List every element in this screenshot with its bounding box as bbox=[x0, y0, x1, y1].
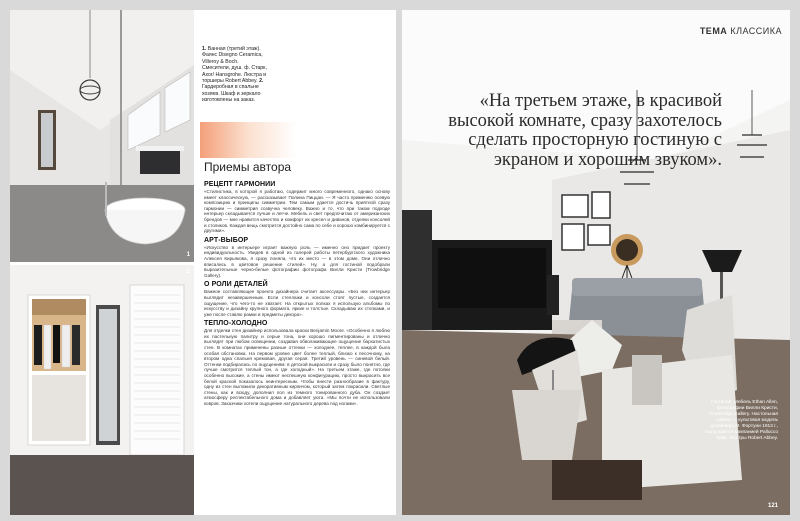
photo-number-2: 2 bbox=[186, 269, 190, 275]
caption-num-2: 2. bbox=[259, 78, 264, 85]
section-body-harmony: «Стилистика, в которой я работаю, содержит много современного, однако основу имеет классическую, — рассказывает Полина Пиццаи. — Я часто применяю осевую композицию и принципы симметрии. Тем самым удается достичь приятной сразу гармонии — симметрия созвучна человеку. Важно и то, что при таком подходе интерьер складывается лучше и легче. Мебель и свет предпочитаю от американских брендов — мне нравится качество и комфорт их кресел и диванов, отделки консолей и столиков. Каждая вещь смотрится достойно сама по себе и хорошо комбинируется с другими». bbox=[204, 189, 390, 234]
section-head-details: О РОЛИ ДЕТАЛЕЙ bbox=[204, 281, 268, 289]
theme-bold: ТЕМА bbox=[699, 26, 728, 36]
article-body bbox=[204, 178, 390, 409]
bathroom-illustration bbox=[10, 10, 194, 262]
bathroom-photo bbox=[10, 10, 194, 262]
section-head-harmony: РЕЦЕПТ ГАРМОНИИ bbox=[204, 181, 276, 188]
theme-label bbox=[700, 26, 782, 36]
right-page bbox=[402, 10, 790, 515]
page-number: 121 bbox=[767, 503, 778, 509]
pull-quote: «На третьем этаже, в красивой высокой комнате, сразу захотелось сделать просторную гостиную с экраном и хорошим звуком». bbox=[448, 91, 722, 170]
left-caption bbox=[202, 46, 268, 104]
right-caption: Гостиная. Мебель Ethan Allen, фотографии Вилли Кристи, Trowbridge Gallery. Настольная лампа — культовая модель дизайнера М. Фортуни 1913 г., выпускается компанией Pallucco Italia. Люстры Robert Abbey. bbox=[705, 400, 778, 441]
section-body-details: Важное составляющее проекта дизайнера считает аксессуары. «Без них интерьер выглядит незавершенным. Если стеллажи и консоли стоят пустые, создается ощущение, что чего-то не хватает. На открытых полках я использую альбомы по искусству и дизайну крупного формата, яркие и толстые. Складываю их стопками, и уже после ставлю рамки и предметы декора». bbox=[204, 289, 390, 317]
section-body-warm-cold: Для отделки стен дизайнер использовала краски Benjamin Moore. «Особенно я люблю их пастельную палитру и серые тона, они хорошо пигментированы и отлично выглядят при любом освещении, создавая обволакивающее ощущение бархатистых стен. В комнатах применены разные оттенки — холоднее, теплее, в каждой была особая обстановка. На первом уровне цвет более теплый, близко к песочному, на втором одна спальня кремовая, другая серая. Третий уровень — синевой белый. Оттенки подбиралась по ощущениям: в детской выкрасили и сразу было понятно, где лучше смотрится теплый тон, а где холодный». На третьем этаже, где потолки особенно высокие, а стены имеют неспешную конфигурацию, просто выкрасить все белой краской показалось неинтересным. Чтобы внести разнообразие в фактуру, одну из стен выложили декоративным кирпичом, который затем покрасили. Светлые стены, как и всюду, дополнил пол из темного тонированного дуба. Он создает атмосферу респектабельного дома и добавляет уюта. «Мы почти не использовали ковров. Заказчики хотели ощущение натурального дерева под ногами». bbox=[204, 328, 390, 406]
section-body-art: «Искусство в интерьере играет важную роль — именно оно придает проекту индивидуальность. Увидев в одной из галерей работы петербургского художника Алексея Кирьякова, я сразу поняла, что их место — в этом доме. Они отлично вписались в цветовое решение стилей». Ну, а для гостиной подобрали выразительные черно-белые фотографии фотографа Вилли Кристи (Trowbridge Gallery). bbox=[204, 244, 390, 278]
section-head-art: АРТ-ВЫБОР bbox=[204, 236, 249, 244]
section-head-warm-cold: ТЕПЛО-ХОЛОДНО bbox=[204, 320, 268, 328]
caption-text-2: Гардеробная в спальне хозяев. Шкаф и зеркало изготовлены на заказ. bbox=[202, 84, 261, 104]
wardrobe-photo bbox=[10, 265, 194, 515]
theme-rest: КЛАССИКА bbox=[730, 26, 782, 36]
caption-text-1: Ванная (третий этаж). Фаянс Disegno Ceramica, Villeroy & Boch. Смесители, душ. ф. Старк, Axor/ Hansgrohe. Люстра и торшеры Robert Abbey. bbox=[202, 46, 267, 85]
caption-num-1: 1. bbox=[202, 46, 207, 52]
section-title: Приемы автора bbox=[204, 160, 292, 174]
wardrobe-illustration bbox=[10, 265, 194, 515]
left-page bbox=[10, 10, 396, 515]
photo-number-1: 1 bbox=[186, 252, 190, 258]
accent-gradient bbox=[200, 122, 296, 158]
